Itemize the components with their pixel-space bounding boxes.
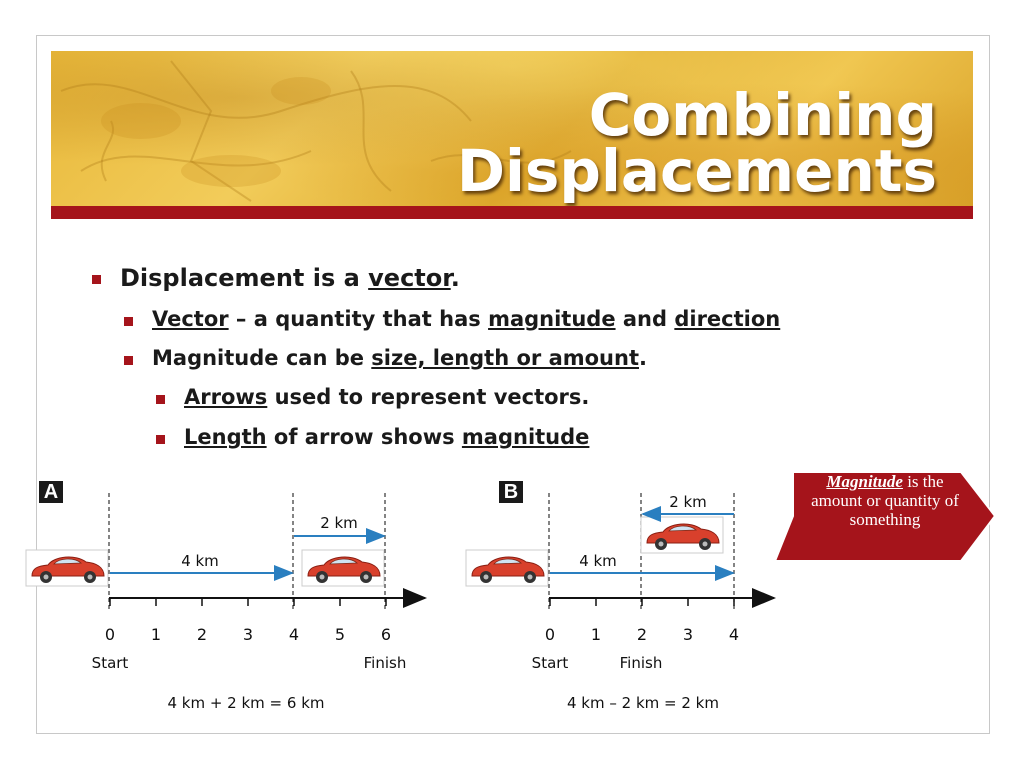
arrow-b2-label: 2 km xyxy=(669,493,707,511)
term-magnitude: magnitude xyxy=(488,307,616,331)
callout-term: Magnitude xyxy=(826,472,903,491)
car-b-start-icon xyxy=(466,550,548,586)
axis-a-tick-label: 2 xyxy=(196,625,208,644)
axis-b-finish-label: Finish xyxy=(619,654,663,672)
term-size-length-amount: size, length or amount xyxy=(371,346,639,370)
bullet-text: – a quantity that has xyxy=(228,307,489,331)
axis-b-tick-label: 1 xyxy=(590,625,602,644)
axis-a-ticks xyxy=(105,598,391,644)
arrow-b1-label: 4 km xyxy=(579,552,617,570)
bullet-text: Magnitude can be xyxy=(152,346,372,370)
term-vector: vector xyxy=(368,264,451,292)
bullet-text: used to represent vectors. xyxy=(267,385,590,409)
bullet-text: Displacement is a xyxy=(120,264,369,292)
axis-a-tick-label: 4 xyxy=(288,625,300,644)
axis-a-tick-label: 3 xyxy=(242,625,254,644)
axis-a-tick-label: 6 xyxy=(380,625,392,644)
figure-a-label: A xyxy=(39,481,63,503)
axis-a-tick-label: 0 xyxy=(104,625,116,644)
magnitude-callout-text xyxy=(800,472,970,529)
axis-b-start-label: Start xyxy=(531,654,569,672)
axis-b-tick-label: 4 xyxy=(728,625,740,644)
axis-a-tick-label: 5 xyxy=(334,625,346,644)
arrow-a2-label: 2 km xyxy=(320,514,358,532)
term-arrows: Arrows xyxy=(184,385,268,409)
term-vector: Vector xyxy=(152,307,229,331)
figure-b-label: B xyxy=(499,481,523,503)
axis-a-finish-label: Finish xyxy=(363,654,407,672)
axis-b-ticks xyxy=(545,598,739,644)
bullet-text: . xyxy=(639,346,647,370)
term-length: Length xyxy=(184,425,267,449)
term-magnitude: magnitude xyxy=(461,425,590,449)
equation-a: 4 km + 2 km = 6 km xyxy=(167,694,325,712)
car-b-end-icon xyxy=(641,517,723,553)
term-direction: direction xyxy=(674,307,781,331)
axis-b-tick-label: 3 xyxy=(682,625,694,644)
car-a-start-icon xyxy=(26,550,108,586)
bullet-text: . xyxy=(450,264,460,292)
axis-a-tick-label: 1 xyxy=(150,625,162,644)
bullet-text: and xyxy=(615,307,675,331)
title-line-2: Displacements xyxy=(456,137,937,205)
callout-definition: is the amount or quantity of something xyxy=(811,472,959,529)
axis-a-start-label: Start xyxy=(91,654,129,672)
bullet-text: of arrow shows xyxy=(266,425,462,449)
equation-b: 4 km – 2 km = 2 km xyxy=(567,694,719,712)
title-line-1: Combining xyxy=(588,81,937,149)
axis-b-tick-label: 0 xyxy=(544,625,556,644)
arrow-a1-label: 4 km xyxy=(181,552,219,570)
axis-b-tick-label: 2 xyxy=(636,625,648,644)
car-a-end-icon xyxy=(302,550,384,586)
